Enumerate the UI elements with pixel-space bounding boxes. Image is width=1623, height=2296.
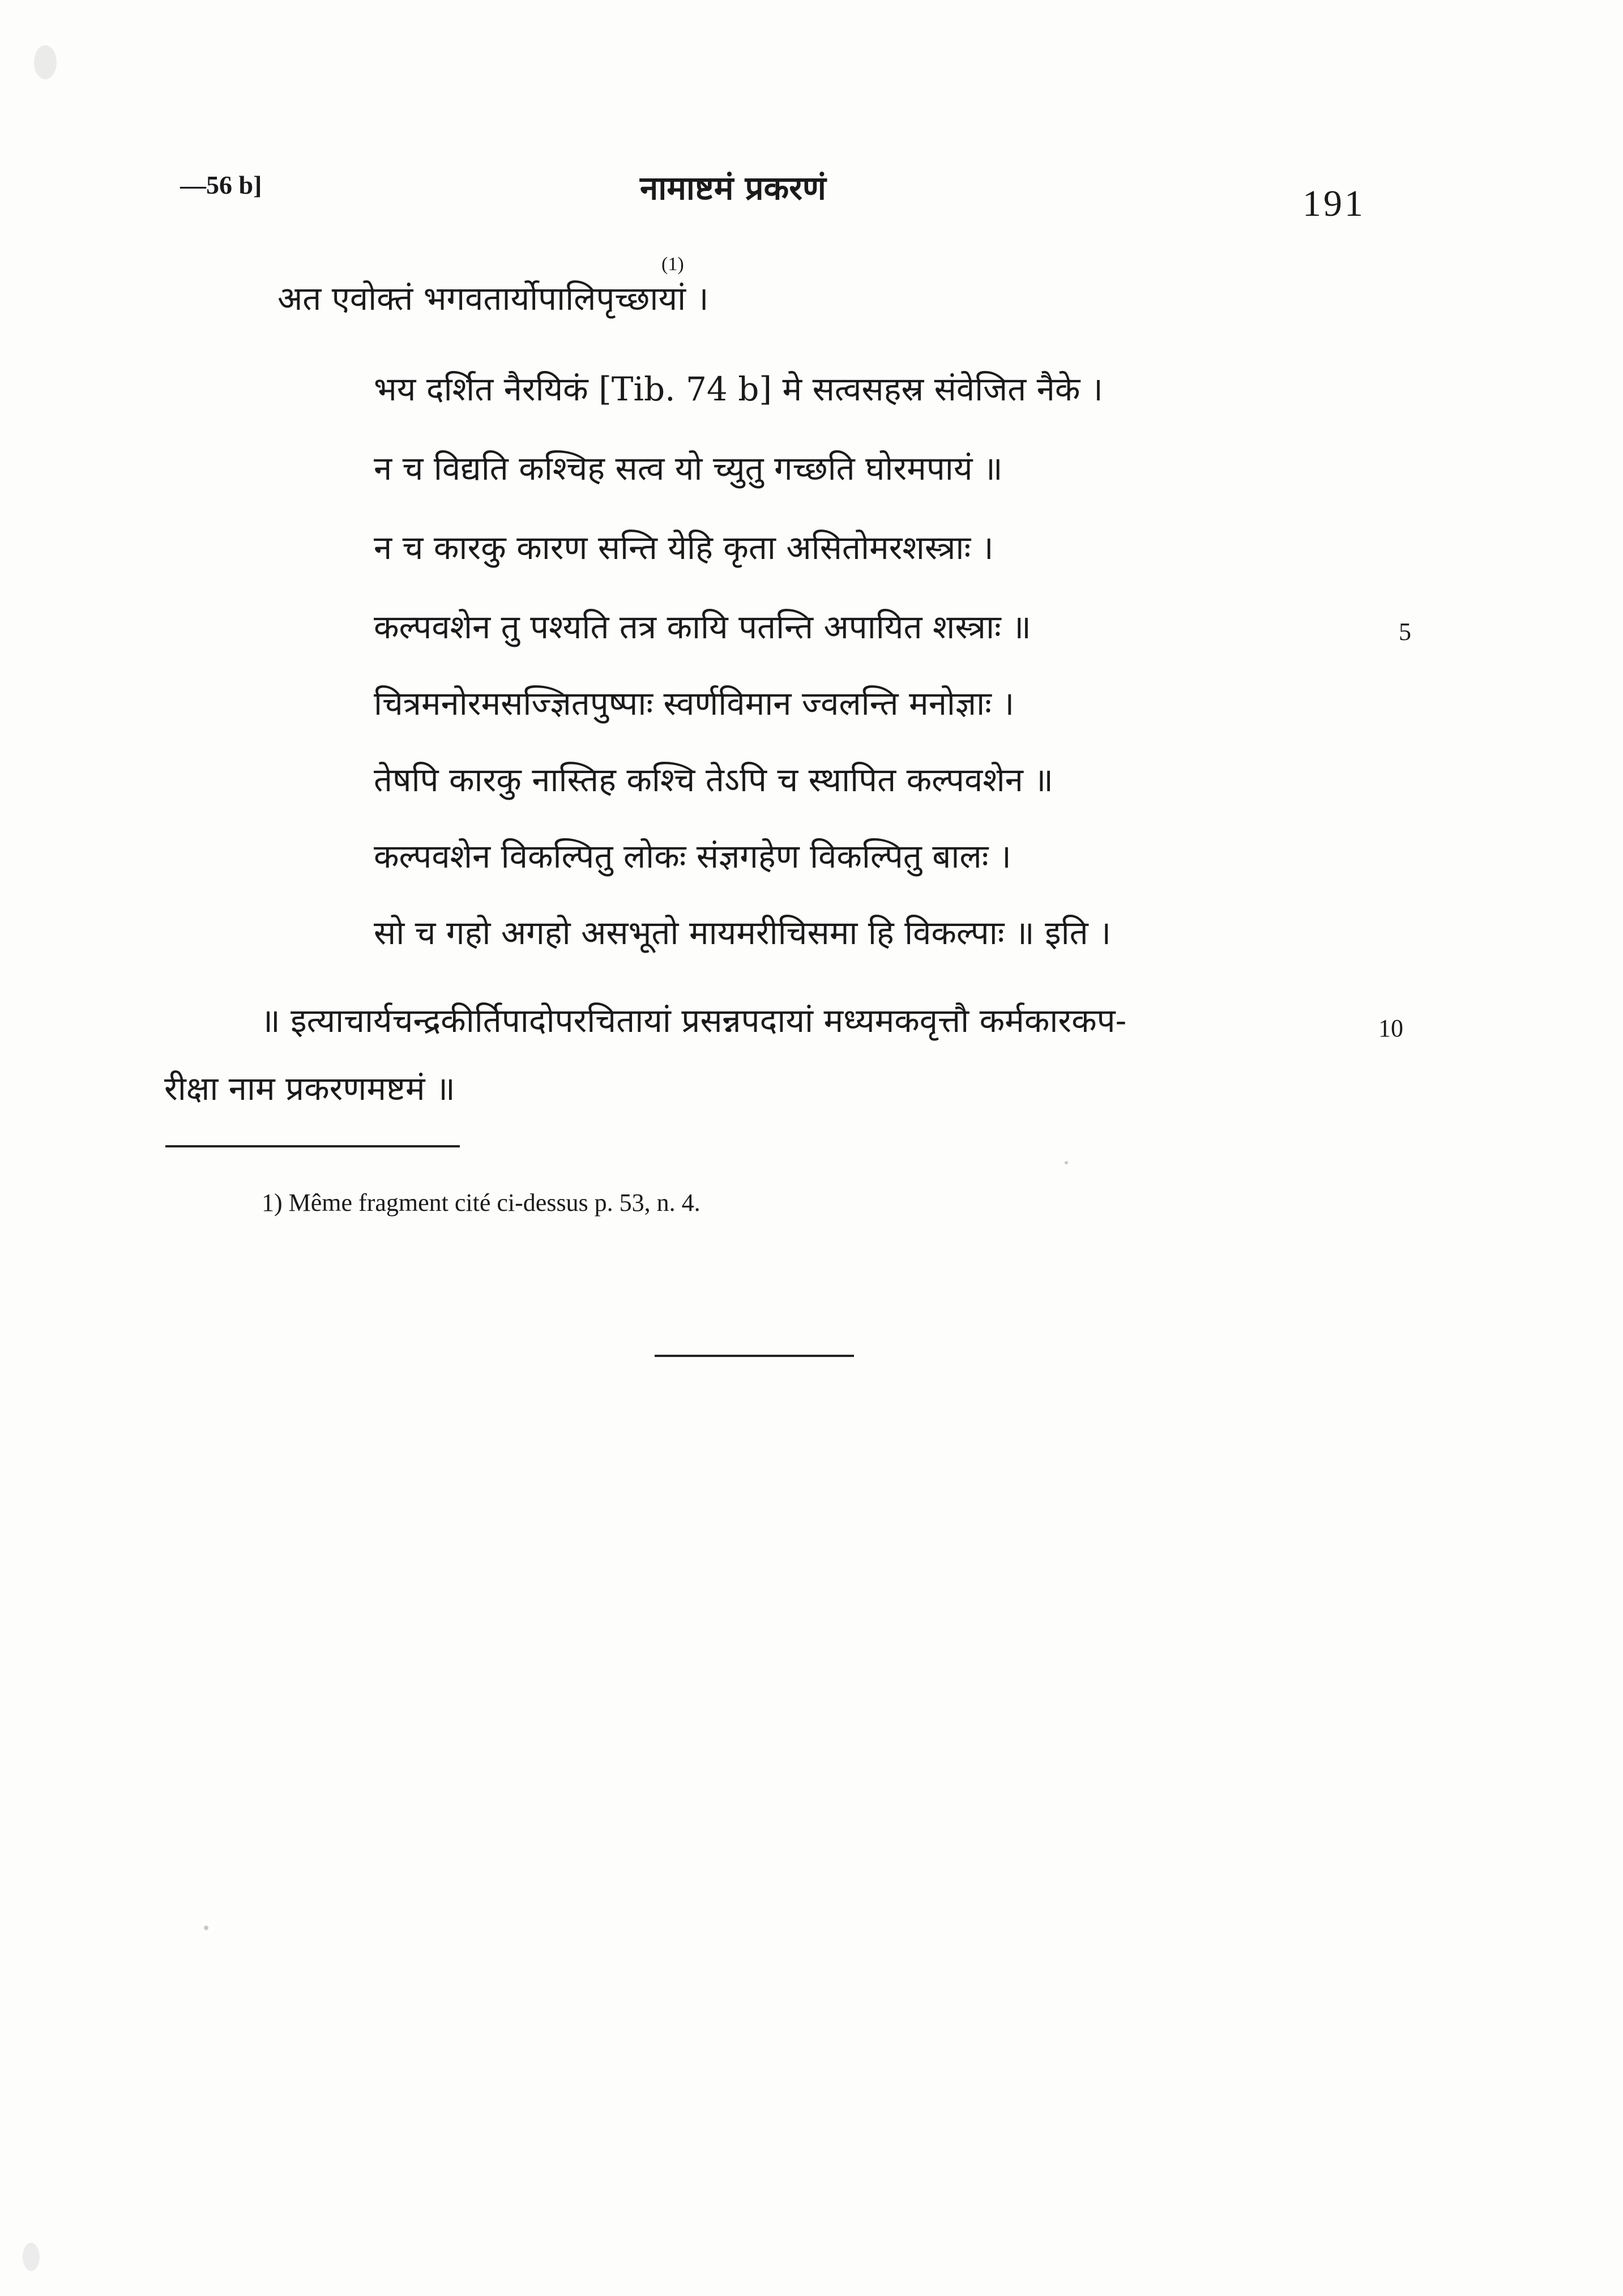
intro-line: अत एवोक्तं भगवतार्योपालिपृच्छायां ।: [277, 279, 709, 318]
scan-speck: [23, 2243, 40, 2271]
page-number: 191: [1302, 183, 1365, 224]
running-header-reference: —56 b]: [180, 170, 262, 199]
verse-line-8: सो च गहो अगहो असभूतो मायमरीचिसमा हि विकल्पाः ॥ इति ।: [374, 914, 1112, 952]
verse-line-7: कल्पवशेन विकल्पितु लोकः संज्ञगहेण विकल्पितु बालः ।: [374, 837, 1011, 876]
line-number-5: 5: [1399, 618, 1411, 646]
colophon-line-2: रीक्षा नाम प्रकरणमष्टमं ॥: [164, 1069, 455, 1108]
verse-line-1: भय दर्शित नैरयिकं [Tib. 74 b] मे सत्वसहस्र संवेजित नैके ।: [374, 370, 1103, 408]
scan-speck: [1065, 1161, 1068, 1164]
scan-speck: [34, 45, 57, 79]
verse-line-5: चित्रमनोरमसज्ज्ञितपुष्पाः स्वर्णविमान ज्वलन्ति मनोज्ञाः ।: [374, 684, 1015, 723]
line-number-10: 10: [1378, 1014, 1403, 1042]
running-header-title: नामाष्टमं प्रकरणं: [640, 169, 826, 207]
verse-line-6: तेषपि कारकु नास्तिह कश्चि तेऽपि च स्थापित कल्पवशेन ॥: [374, 761, 1054, 799]
scan-speck: [204, 1926, 208, 1930]
verse-line-2: न च विद्यति कश्चिह सत्व यो च्युतु गच्छति घोरमपायं ॥: [374, 449, 1003, 488]
chapter-end-rule: [655, 1355, 854, 1357]
footnote-rule: [165, 1145, 460, 1147]
colophon-line-1: ॥ इत्याचार्यचन्द्रकीर्तिपादोपरचितायां प्रसन्नपदायां मध्यमकवृत्तौ कर्मकारकप-: [260, 1001, 1127, 1040]
verse-line-4: कल्पवशेन तु पश्यति तत्र कायि पतन्ति अपायित शस्त्राः ॥: [374, 608, 1031, 646]
footnote-marker: (1): [661, 254, 684, 275]
footnote-text: 1) Même fragment cité ci-dessus p. 53, n. 4.: [262, 1189, 701, 1217]
verse-line-3: न च कारकु कारण सन्ति येहि कृता असितोमरशस्त्राः ।: [374, 528, 994, 567]
